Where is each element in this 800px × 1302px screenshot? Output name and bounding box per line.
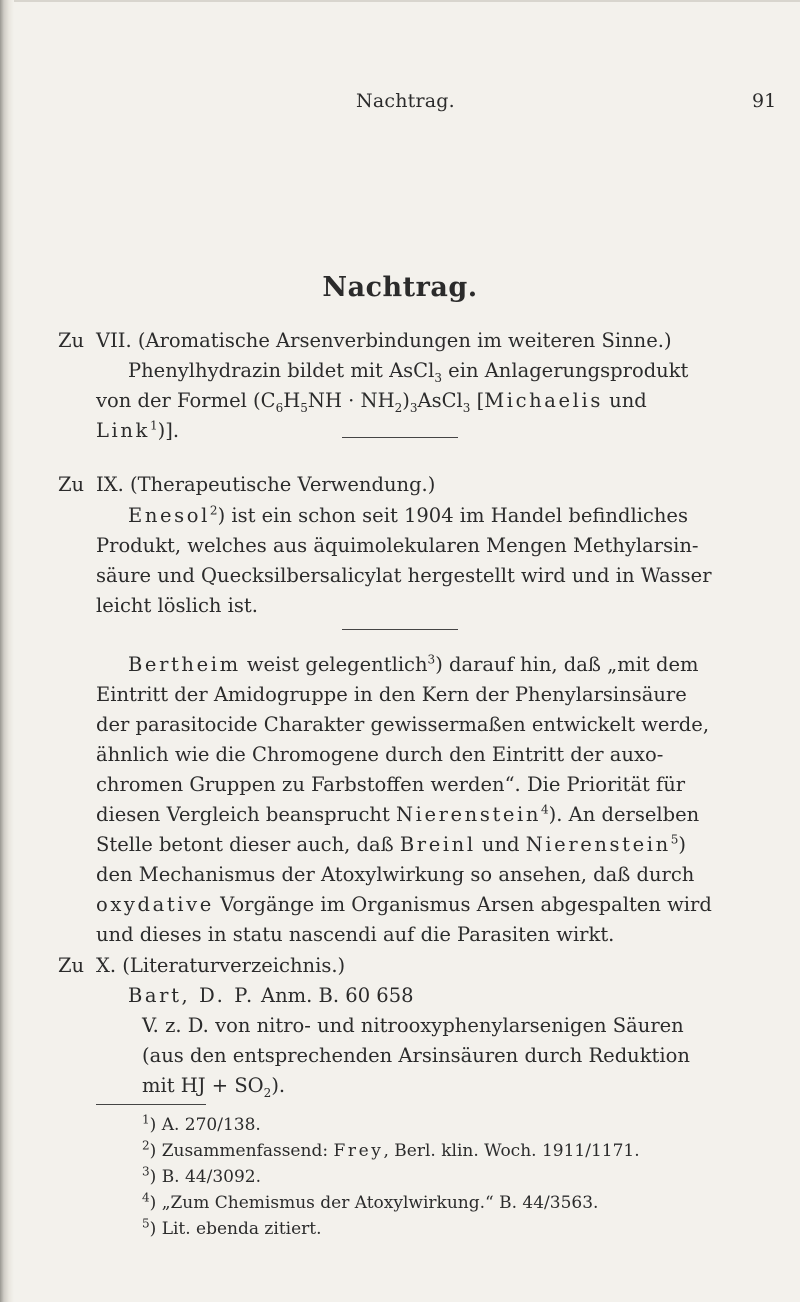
- paragraph-bertheim-line: ähnlich wie die Chromogene durch den Eintritt der auxo-: [96, 743, 664, 766]
- paragraph-ix-line: säure und Quecksilbersalicylat hergestellt wird und in Wasser: [96, 564, 712, 587]
- author-name: Frey: [333, 1141, 384, 1161]
- section-divider: [342, 629, 458, 630]
- reference-line: V. z. D. von nitro- und nitrooxyphenylarsenigen Säuren: [142, 1014, 684, 1037]
- footnote-ref: 5: [670, 832, 679, 847]
- footnote: $^5$) Lit. ebenda zitiert.: [142, 1216, 322, 1239]
- paragraph-bertheim-line: und dieses in statu nascendi auf die Parasiten wirkt.: [96, 923, 615, 946]
- paragraph-ix-line: Enesol$^2$) ist ein schon seit 1904 im Handel befindliches: [128, 503, 688, 527]
- reference-line: (aus den entsprechenden Arsinsäuren durch Reduktion: [142, 1044, 690, 1067]
- paragraph-bertheim-line: Stelle betont dieser auch, daß Breinl und Nierenstein$^5$): [96, 832, 686, 856]
- footnote-divider: [96, 1104, 206, 1105]
- author-name: Nierenstein: [395, 803, 542, 826]
- footnote-ref: 4: [541, 802, 549, 817]
- section-title: Nachtrag.: [322, 272, 478, 303]
- footnote: $^1$) A. 270/138.: [142, 1112, 261, 1135]
- zu-label-ix: Zu: [58, 473, 85, 496]
- paragraph-vii-line: von der Formel ($C_6H_5NH$ · $NH_2)_3AsCl_3$ [Michaelis und: [96, 389, 647, 415]
- reference-line: Bart, D. P. Anm. B. 60 658: [128, 984, 414, 1007]
- author-name: Breinl: [399, 833, 476, 856]
- paragraph-bertheim-line: den Mechanismus der Atoxylwirkung so ansehen, daß durch: [96, 863, 695, 886]
- footnote-ref: 3: [427, 652, 436, 667]
- paragraph-bertheim-line: Eintritt der Amidogruppe in den Kern der Phenylarsinsäure: [96, 683, 687, 706]
- paragraph-ix-line: Produkt, welches aus äquimolekularen Mengen Methylarsin-: [96, 534, 699, 557]
- emphasis-text: oxydative: [96, 893, 214, 916]
- footnote-ref: 2: [209, 503, 218, 518]
- heading-ix: IX. (Therapeutische Verwendung.): [96, 473, 436, 496]
- footnote: $^3$) B. 44/3092.: [142, 1164, 262, 1187]
- paragraph-vii-line: Link$^1$)].: [96, 418, 180, 442]
- heading-x: X. (Literaturverzeichnis.): [96, 954, 346, 977]
- author-name: Bart, D. P.: [128, 984, 255, 1007]
- section-divider: [342, 437, 458, 438]
- paragraph-bertheim-line: diesen Vergleich beansprucht Nierenstein$^4$). An derselben: [96, 802, 700, 826]
- product-name: Enesol: [128, 504, 210, 527]
- footnote: $^4$) „Zum Chemismus der Atoxylwirkung.“ B. 44/3563.: [142, 1190, 599, 1213]
- heading-vii: VII. (Aromatische Arsenverbindungen im weiteren Sinne.): [96, 329, 672, 352]
- paragraph-bertheim-line: chromen Gruppen zu Farbstoffen werden“. Die Priorität für: [96, 773, 686, 796]
- author-name: Michaelis: [484, 389, 603, 412]
- author-name: Bertheim: [128, 653, 241, 676]
- reference-line: mit HJ + $SO_2$).: [142, 1074, 286, 1100]
- page-binding-edge: [0, 0, 14, 1302]
- paragraph-ix-line: leicht löslich ist.: [96, 594, 258, 617]
- running-head: Nachtrag.: [356, 90, 455, 112]
- page-number: 91: [752, 90, 777, 112]
- footnote: $^2$) Zusammenfassend: Frey, Berl. klin. Woch. 1911/1171.: [142, 1138, 640, 1161]
- zu-label-x: Zu: [58, 954, 85, 977]
- author-name: Nierenstein: [525, 833, 671, 856]
- paragraph-vii-line: Phenylhydrazin bildet mit AsCl$_3$ ein Anlagerungsprodukt: [128, 359, 689, 385]
- author-name: Link: [96, 419, 150, 442]
- paragraph-bertheim-line: oxydative Vorgänge im Organismus Arsen abgespalten wird: [96, 893, 712, 916]
- paragraph-bertheim-line: der parasitocide Charakter gewissermaßen entwickelt werde,: [96, 713, 710, 736]
- zu-label-vii: Zu: [58, 329, 85, 352]
- paragraph-bertheim-line: Bertheim weist gelegentlich$^3$) darauf hin, daß „mit dem: [128, 652, 699, 676]
- page-top-edge: [14, 0, 800, 2]
- footnote-ref: 1: [149, 418, 158, 433]
